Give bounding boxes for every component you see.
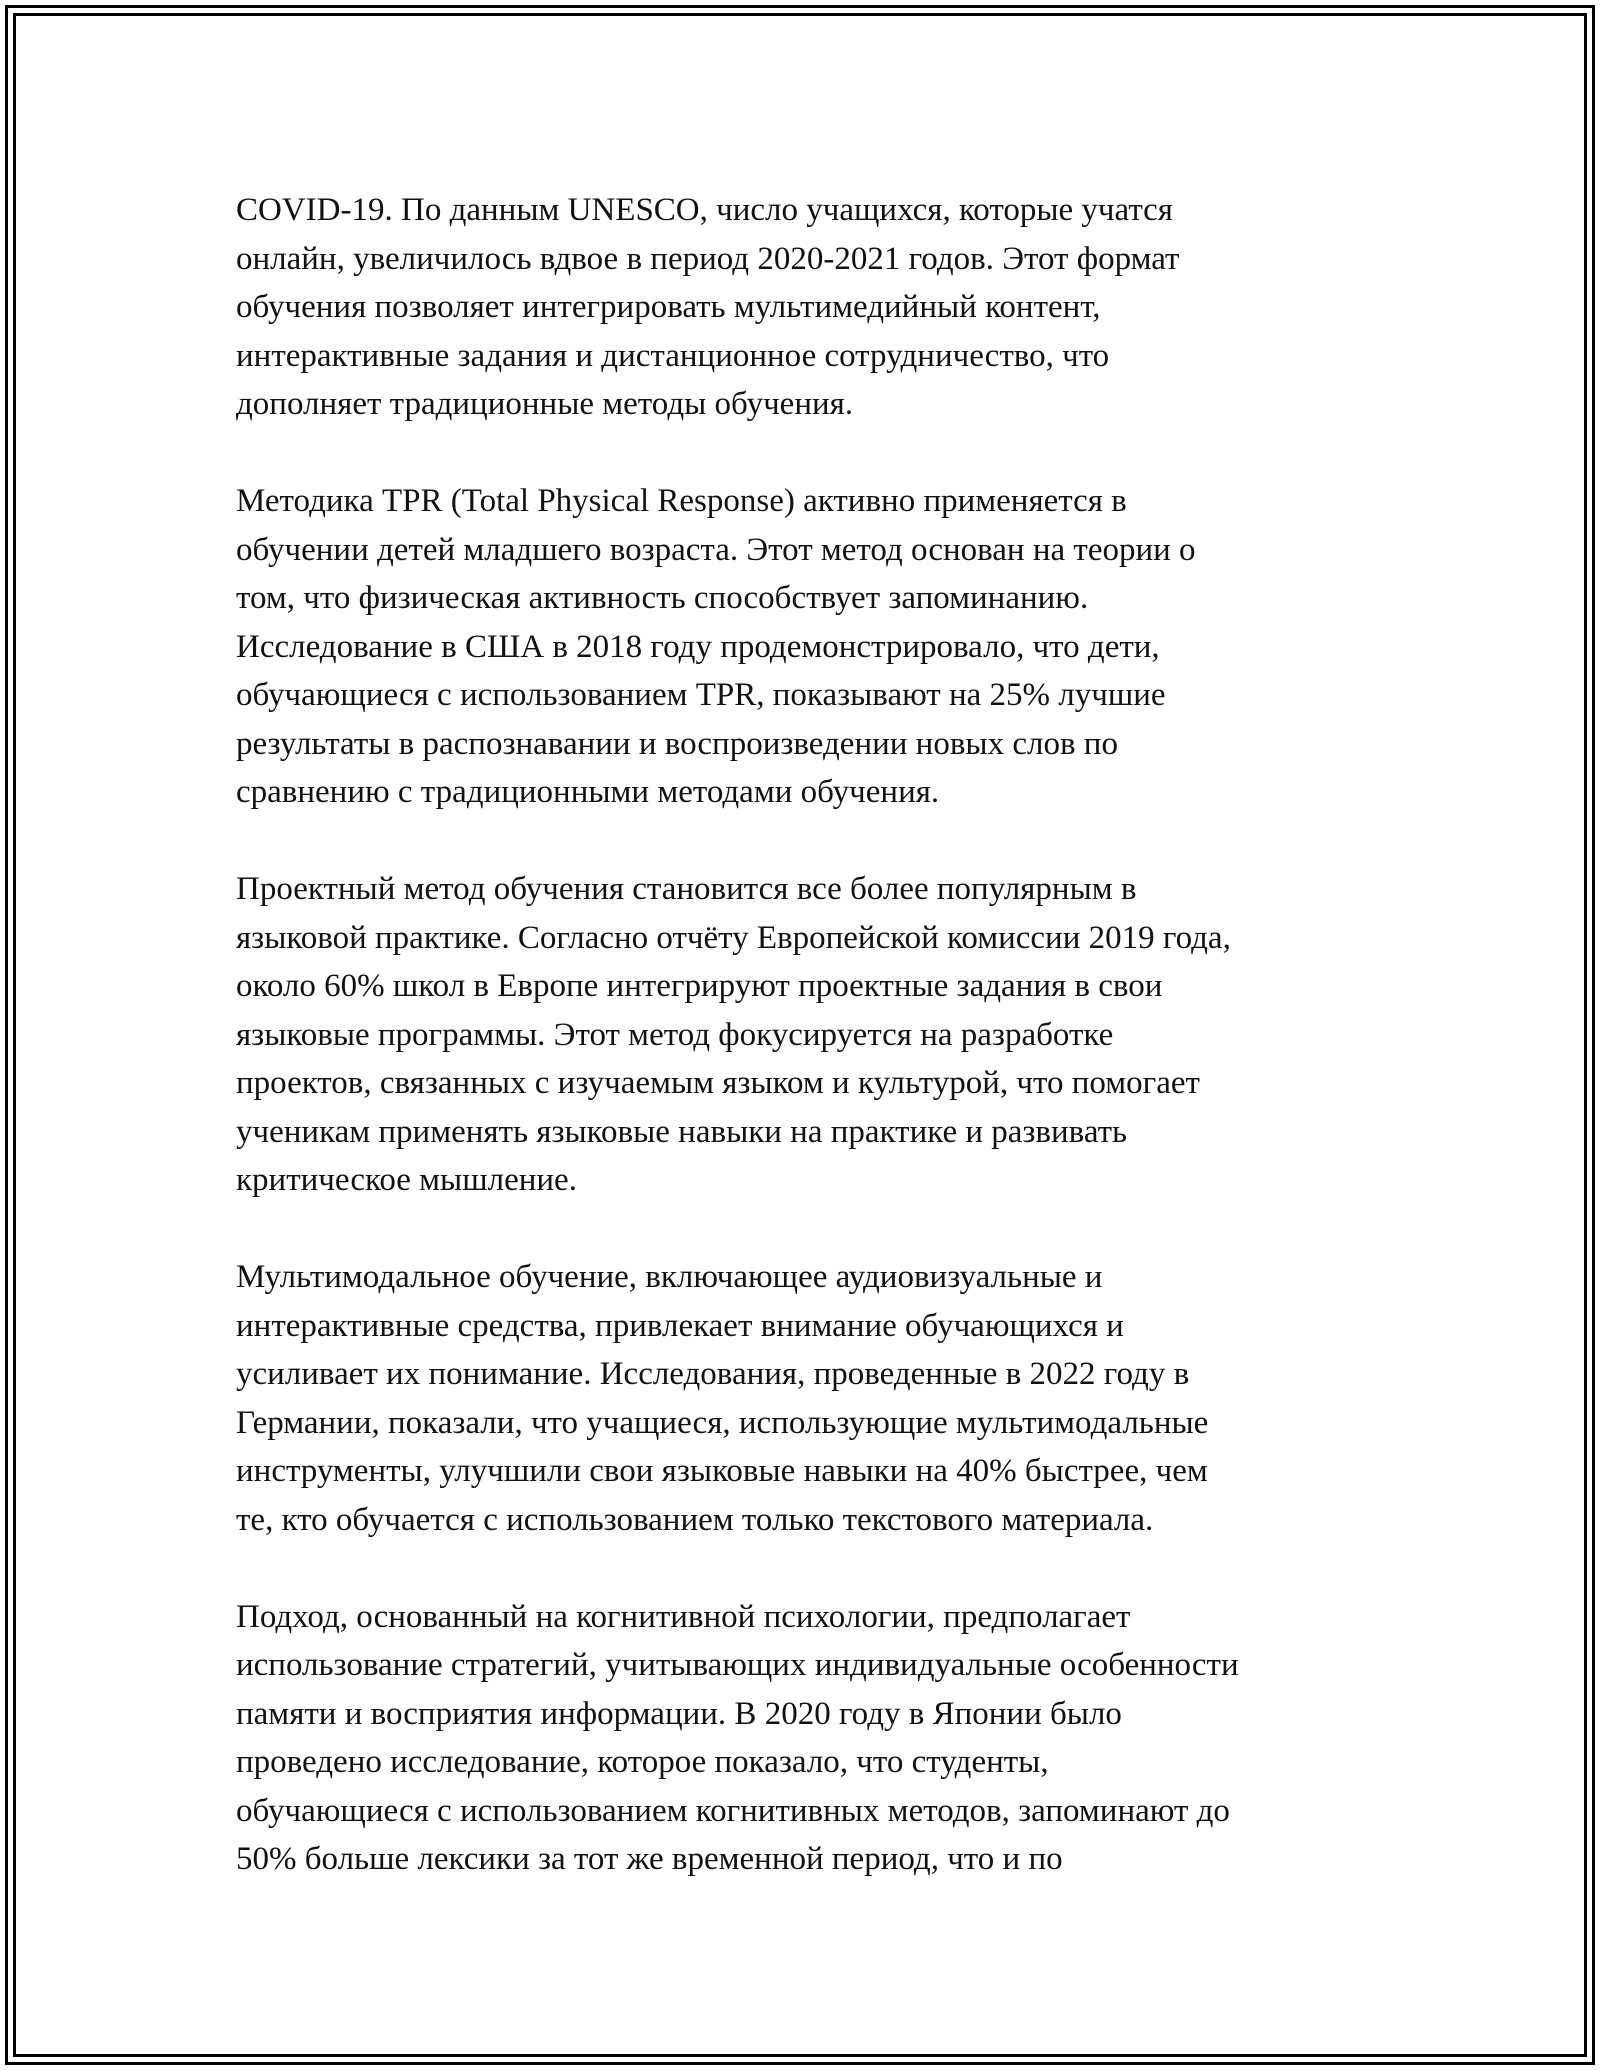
text-line: Методика TPR (Total Physical Response) активно применяется в (236, 483, 1127, 519)
text-line: COVID-19. По данным UNESCO, число учащихся, которые учатся (236, 192, 1173, 228)
text-line: языковой практике. Согласно отчёту Европейской комиссии 2019 года, (236, 919, 1231, 956)
document-body (236, 186, 1396, 1932)
text-line: инструменты, улучшили свои языковые навыки на 40% быстрее, чем (236, 1453, 1208, 1489)
text-line: обучающиеся с использованием когнитивных методов, запоминают до (236, 1792, 1230, 1829)
text-line: Подход, основанный на когнитивной психологии, предполагает (236, 1598, 1131, 1635)
paragraph-multimodal-learning (236, 1253, 1396, 1544)
text-line: обучающиеся с использованием TPR, показывают на 25% лучшие (236, 677, 1166, 713)
text-line: памяти и восприятия информации. В 2020 году в Японии было (236, 1695, 1122, 1732)
text-line: 50% больше лексики за тот же временной период, что и по (236, 1841, 1063, 1877)
text-line: интерактивные задания и дистанционное сотрудничество, что (236, 337, 1110, 374)
text-line: Проектный метод обучения становится все более популярным в (236, 871, 1137, 907)
text-line: том, что физическая активность способствует запоминанию. (236, 580, 1089, 616)
text-line: обучения позволяет интегрировать мультимедийный контент, (236, 289, 1101, 325)
text-line: сравнению с традиционными методами обучения. (236, 774, 940, 810)
text-line: проведено исследование, которое показало, что студенты, (236, 1744, 1049, 1780)
text-line: интерактивные средства, привлекает внимание обучающихся и (236, 1307, 1124, 1344)
text-line: критическое мышление. (236, 1162, 577, 1198)
paragraph-online-learning (236, 186, 1396, 429)
text-line: использование стратегий, учитывающих индивидуальные особенности (236, 1647, 1239, 1683)
text-line: результаты в распознавании и воспроизведении новых слов по (236, 725, 1118, 762)
paragraph-tpr-method (236, 477, 1396, 817)
paragraph-project-method (236, 865, 1396, 1205)
text-line: Мультимодальное обучение, включающее аудиовизуальные и (236, 1259, 1103, 1295)
text-line: усиливает их понимание. Исследования, проведенные в 2022 году в (236, 1356, 1190, 1392)
text-line: языковые программы. Этот метод фокусируется на разработке (236, 1016, 1114, 1053)
text-line: Германии, показали, что учащиеся, использующие мультимодальные (236, 1404, 1209, 1441)
text-line: дополняет традиционные методы обучения. (236, 386, 854, 422)
text-line: обучении детей младшего возраста. Этот метод основан на теории о (236, 531, 1196, 568)
text-line: те, кто обучается с использованием только текстового материала. (236, 1501, 1154, 1538)
text-line: около 60% школ в Европе интегрируют проектные задания в свои (236, 968, 1163, 1004)
text-line: онлайн, увеличилось вдвое в период 2020-2021 годов. Этот формат (236, 240, 1180, 277)
text-line: Исследование в США в 2018 году продемонстрировало, что дети, (236, 628, 1160, 665)
text-line: ученикам применять языковые навыки на практике и развивать (236, 1113, 1128, 1150)
text-line: проектов, связанных с изучаемым языком и культурой, что помогает (236, 1065, 1200, 1101)
paragraph-cognitive-approach (236, 1593, 1396, 1884)
